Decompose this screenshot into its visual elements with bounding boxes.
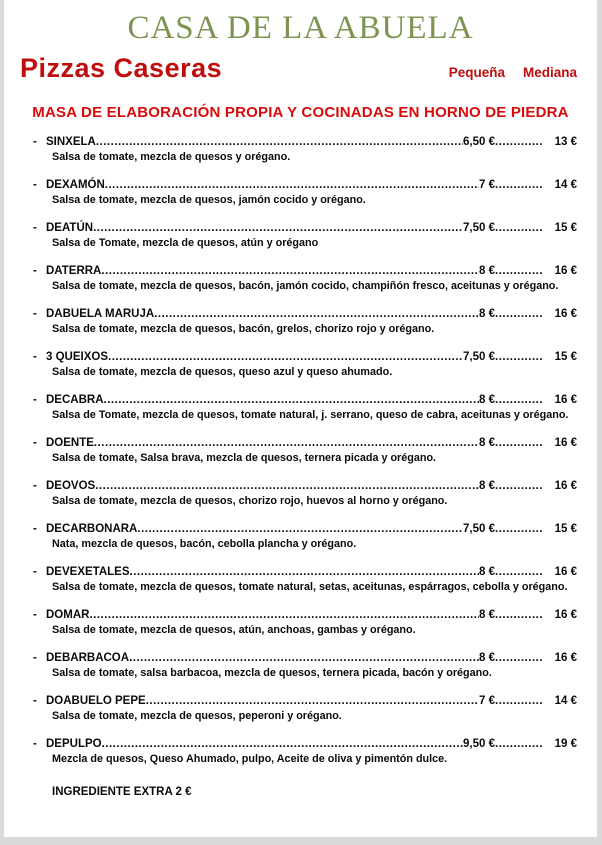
item-price-small: 8 € [479,566,495,578]
item-price-medium: 15 € [554,222,577,234]
dot-leader [495,479,543,494]
menu-item [33,479,577,509]
dot-leader [105,178,479,193]
dot-leader [93,221,463,236]
dot-leader [137,522,463,537]
dot-leader [495,221,543,236]
item-name: SINXELA [46,136,96,148]
item-bullet: - [33,394,37,406]
menu-item [33,221,577,251]
menu-item-line [33,221,577,236]
item-name: 3 QUEIXOS [46,351,108,363]
item-bullet: - [33,179,37,191]
menu-item-line [33,522,577,537]
item-bullet: - [33,652,37,664]
dot-leader [154,307,479,322]
item-name: DOABUELO PEPE [46,695,146,707]
item-price-medium: 16 € [554,566,577,578]
size-column-headers [449,65,577,80]
menu-item-line [33,393,577,408]
item-price-small: 7 € [479,695,495,707]
menu-item-line [33,479,577,494]
dot-leader [96,135,463,150]
item-price-medium: 16 € [554,265,577,277]
dot-leader [495,350,543,365]
dot-leader [495,694,543,709]
item-price-small: 9,50 € [463,738,495,750]
item-price-medium: 14 € [554,179,577,191]
item-description: Salsa de tomate, mezcla de quesos, chorizo rojo, huevos al horno y orégano. [52,495,448,507]
dot-leader [495,436,543,451]
extra-ingredient-note: INGREDIENTE EXTRA 2 € [52,786,192,798]
item-description: Salsa de tomate, Salsa brava, mezcla de quesos, ternera picada y orégano. [52,452,437,464]
item-price-medium: 13 € [554,136,577,148]
item-name: DATERRA [46,265,102,277]
item-name: DEPULPO [46,738,102,750]
dot-leader [102,737,463,752]
item-price-small: 8 € [479,265,495,277]
item-price-medium: 16 € [554,480,577,492]
column-header-pequena: Pequeña [448,65,505,80]
dot-leader [495,393,543,408]
menu-item [33,178,577,208]
dot-leader [89,608,479,623]
menu-item-line [33,737,577,752]
item-price-medium: 16 € [554,609,577,621]
item-price-small: 8 € [479,308,495,320]
dot-leader [94,436,479,451]
item-description: Salsa de tomate, mezcla de quesos, queso azul y queso ahumado. [52,366,393,378]
item-name: DECABRA [46,394,104,406]
dot-leader [129,651,479,666]
item-description: Salsa de tomate, mezcla de quesos, bacón, grelos, chorizo rojo y orégano. [52,323,435,335]
dot-leader [495,522,543,537]
item-name: DEVEXETALES [46,566,130,578]
item-price-medium: 19 € [554,738,577,750]
menu-item-line [33,178,577,193]
dot-leader [146,694,479,709]
dot-leader [495,651,543,666]
menu-item-list [33,135,577,767]
menu-item [33,694,577,724]
item-price-medium: 14 € [554,695,577,707]
item-name: DEATÚN [46,222,94,234]
item-name: DABUELA MARUJA [46,308,155,320]
item-bullet: - [33,566,37,578]
item-bullet: - [33,480,37,492]
menu-item-line [33,565,577,580]
item-name: DEXAMÓN [46,179,105,191]
item-description: Salsa de tomate, mezcla de quesos, bacón, jamón cocido, champiñón fresco, aceitunas y orégano. [52,280,559,292]
item-price-small: 8 € [479,652,495,664]
item-bullet: - [33,738,37,750]
menu-subtitle: MASA DE ELABORACIÓN PROPIA Y COCINADAS EN HORNO DE PIEDRA [32,104,569,121]
menu-item [33,608,577,638]
menu-item [33,393,577,423]
menu-item [33,651,577,681]
menu-item [33,307,577,337]
menu-item-line [33,608,577,623]
item-description: Salsa de tomate, mezcla de quesos y orégano. [52,151,291,163]
item-bullet: - [33,609,37,621]
item-price-medium: 16 € [554,652,577,664]
item-description: Salsa de tomate, mezcla de quesos, jamón cocido y orégano. [52,194,366,206]
item-price-small: 7,50 € [463,523,495,535]
item-price-small: 8 € [479,437,495,449]
item-name: DECARBONARA [46,523,138,535]
menu-item [33,522,577,552]
item-price-medium: 16 € [554,308,577,320]
dot-leader [495,565,543,580]
dot-leader [495,264,543,279]
menu-item [33,436,577,466]
item-name: DOMAR [46,609,90,621]
item-description: Salsa de tomate, mezcla de quesos, tomate natural, setas, aceitunas, espárragos, cebolla y orégano. [52,581,568,593]
item-bullet: - [33,437,37,449]
item-price-small: 7 € [479,179,495,191]
item-bullet: - [33,265,37,277]
item-bullet: - [33,695,37,707]
item-price-medium: 16 € [554,394,577,406]
dot-leader [95,479,479,494]
dot-leader [495,307,543,322]
dot-leader [495,178,543,193]
menu-item [33,737,577,767]
menu-item-line [33,264,577,279]
dot-leader [495,135,543,150]
dot-leader [130,565,480,580]
item-bullet: - [33,351,37,363]
item-description: Mezcla de quesos, Queso Ahumado, pulpo, Aceite de oliva y pimentón dulce. [52,753,448,765]
item-price-medium: 15 € [554,351,577,363]
section-header-row [20,53,577,84]
item-name: DEOVOS [46,480,96,492]
menu-item-line [33,307,577,322]
menu-item-line [33,135,577,150]
menu-item-line [33,436,577,451]
menu-item [33,135,577,165]
item-bullet: - [33,222,37,234]
dot-leader [104,393,480,408]
menu-item-line [33,694,577,709]
item-price-small: 6,50 € [463,136,495,148]
item-bullet: - [33,308,37,320]
menu-item [33,565,577,595]
item-price-small: 8 € [479,480,495,492]
menu-item [33,350,577,380]
item-price-medium: 16 € [554,437,577,449]
item-description: Salsa de Tomate, mezcla de quesos, tomate natural, j. serrano, queso de cabra, aceitunas y orégano. [52,409,569,421]
menu-item [33,264,577,294]
item-price-small: 8 € [479,394,495,406]
restaurant-title: CASA DE LA ABUELA [127,10,474,46]
item-price-medium: 15 € [554,523,577,535]
menu-item-line [33,651,577,666]
item-description: Nata, mezcla de quesos, bacón, cebolla plancha y orégano. [52,538,357,550]
item-price-small: 7,50 € [463,351,495,363]
menu-page [4,0,597,837]
item-name: DEBARBACOA [46,652,130,664]
column-header-mediana: Mediana [522,65,577,80]
dot-leader [101,264,479,279]
item-name: DOENTE [46,437,94,449]
menu-item-line [33,350,577,365]
item-bullet: - [33,523,37,535]
item-description: Salsa de tomate, mezcla de quesos, peperoni y orégano. [52,710,342,722]
dot-leader [108,350,463,365]
section-title: Pizzas Caseras [20,53,223,83]
dot-leader [495,737,543,752]
item-description: Salsa de tomate, mezcla de quesos, atún, anchoas, gambas y orégano. [52,624,416,636]
item-description: Salsa de Tomate, mezcla de quesos, atún y orégano [52,237,319,249]
item-price-small: 8 € [479,609,495,621]
item-price-small: 7,50 € [463,222,495,234]
dot-leader [495,608,543,623]
item-bullet: - [33,136,37,148]
item-description: Salsa de tomate, salsa barbacoa, mezcla de quesos, ternera picada, bacón y orégano. [52,667,492,679]
